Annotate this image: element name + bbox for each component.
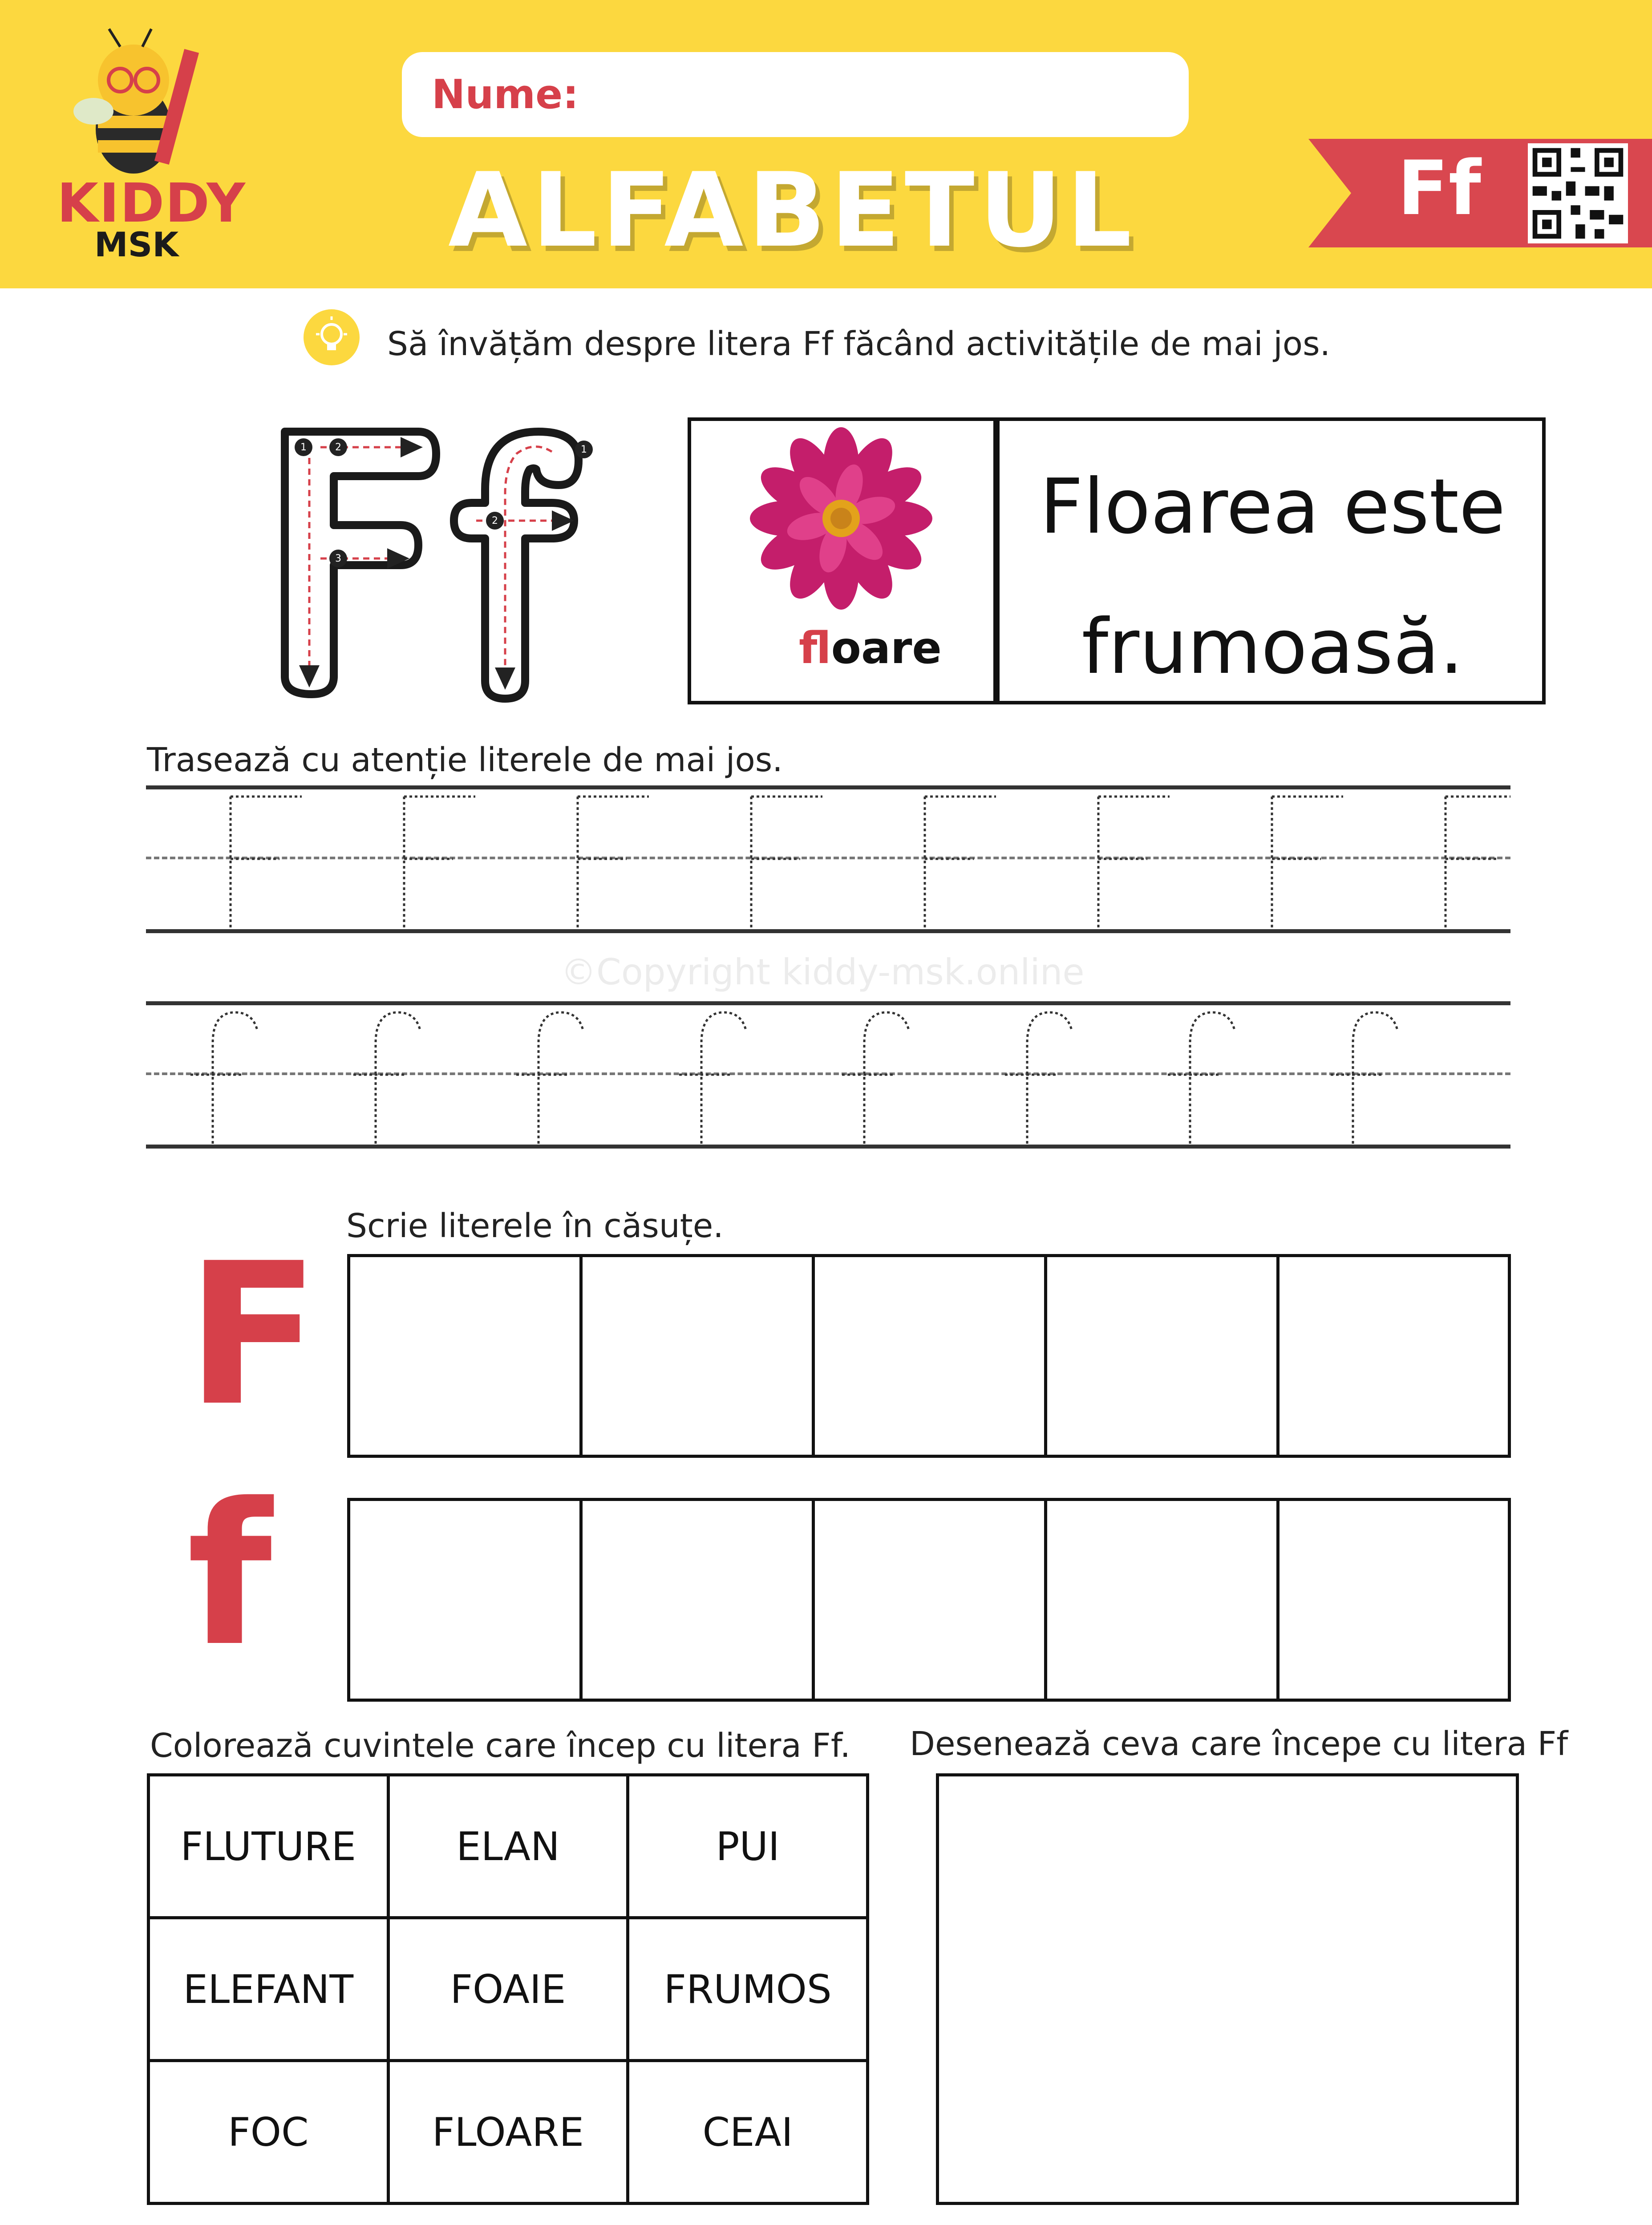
word-cell[interactable]: ELAN [388, 1775, 628, 1918]
upper-trace-row [146, 788, 1510, 930]
svg-text:2: 2 [335, 442, 341, 453]
tracing-title: Trasează cu atenție literele de mai jos. [147, 741, 783, 779]
intro-text: Să învățăm despre litera Ff făcând activitățile de mai jos. [387, 325, 1331, 363]
write-box-lower-3[interactable] [812, 1498, 1047, 1702]
lightbulb-icon [304, 309, 360, 365]
flower-image [743, 427, 939, 614]
page-title: ALFABETUL [448, 151, 1136, 270]
name-label: Nume: [432, 71, 579, 118]
table-row [149, 2061, 868, 2204]
uppercase-letter: F [186, 1221, 320, 1449]
drawing-box[interactable] [936, 1773, 1519, 2205]
lowercase-letter: f [187, 1461, 272, 1689]
write-box-lower-5[interactable] [1276, 1498, 1511, 1702]
svg-text:3: 3 [335, 553, 341, 564]
writing-title: Scrie literele în căsuțe. [346, 1207, 724, 1245]
logo-kiddy: KIDDY [57, 173, 247, 235]
word-first-letter: f [799, 623, 831, 674]
svg-text:1: 1 [581, 444, 587, 455]
write-box-upper-2[interactable] [579, 1254, 815, 1458]
sentence-line-2: frumoasă. [1081, 603, 1464, 691]
word-cell[interactable]: ELEFANT [149, 1918, 389, 2061]
drawing-title: Desenează ceva care începe cu litera Ff [910, 1725, 1568, 1763]
word-table [147, 1773, 869, 2205]
uppercase-F-outline [285, 432, 436, 694]
write-box-upper-5[interactable] [1276, 1254, 1511, 1458]
vocabulary-word [799, 623, 942, 674]
card-divider [993, 417, 1000, 704]
write-box-upper-3[interactable] [812, 1254, 1047, 1458]
lowercase-f-outline [454, 432, 593, 699]
word-rest: loare [831, 623, 942, 674]
table-row [149, 1918, 868, 2061]
letter-badge: Ff [1397, 145, 1481, 232]
table-row [149, 1775, 868, 1918]
write-box-lower-2[interactable] [579, 1498, 815, 1702]
word-cell[interactable]: FLUTURE [149, 1775, 389, 1918]
watermark: ©Copyright kiddy-msk.online [561, 951, 1085, 993]
lower-trace-row [146, 1003, 1510, 1146]
write-box-upper-4[interactable] [1044, 1254, 1279, 1458]
qr-code-icon [1528, 143, 1628, 243]
logo-msk: MSK [94, 225, 179, 264]
word-cell[interactable]: FOC [149, 2061, 389, 2204]
word-cell[interactable]: FRUMOS [628, 1918, 868, 2061]
write-box-lower-4[interactable] [1044, 1498, 1279, 1702]
svg-text:1: 1 [300, 442, 307, 453]
word-cell[interactable]: CEAI [628, 2061, 868, 2204]
svg-text:2: 2 [492, 515, 498, 526]
word-cell[interactable]: PUI [628, 1775, 868, 1918]
write-box-upper-1[interactable] [347, 1254, 583, 1458]
sentence-line-1: Floarea este [1040, 463, 1506, 551]
word-cell[interactable]: FLOARE [388, 2061, 628, 2204]
write-box-lower-1[interactable] [347, 1498, 583, 1702]
word-cell[interactable]: FOAIE [388, 1918, 628, 2061]
words-title: Colorează cuvintele care încep cu litera Ff. [150, 1727, 851, 1765]
letter-stroke-models [267, 414, 623, 708]
